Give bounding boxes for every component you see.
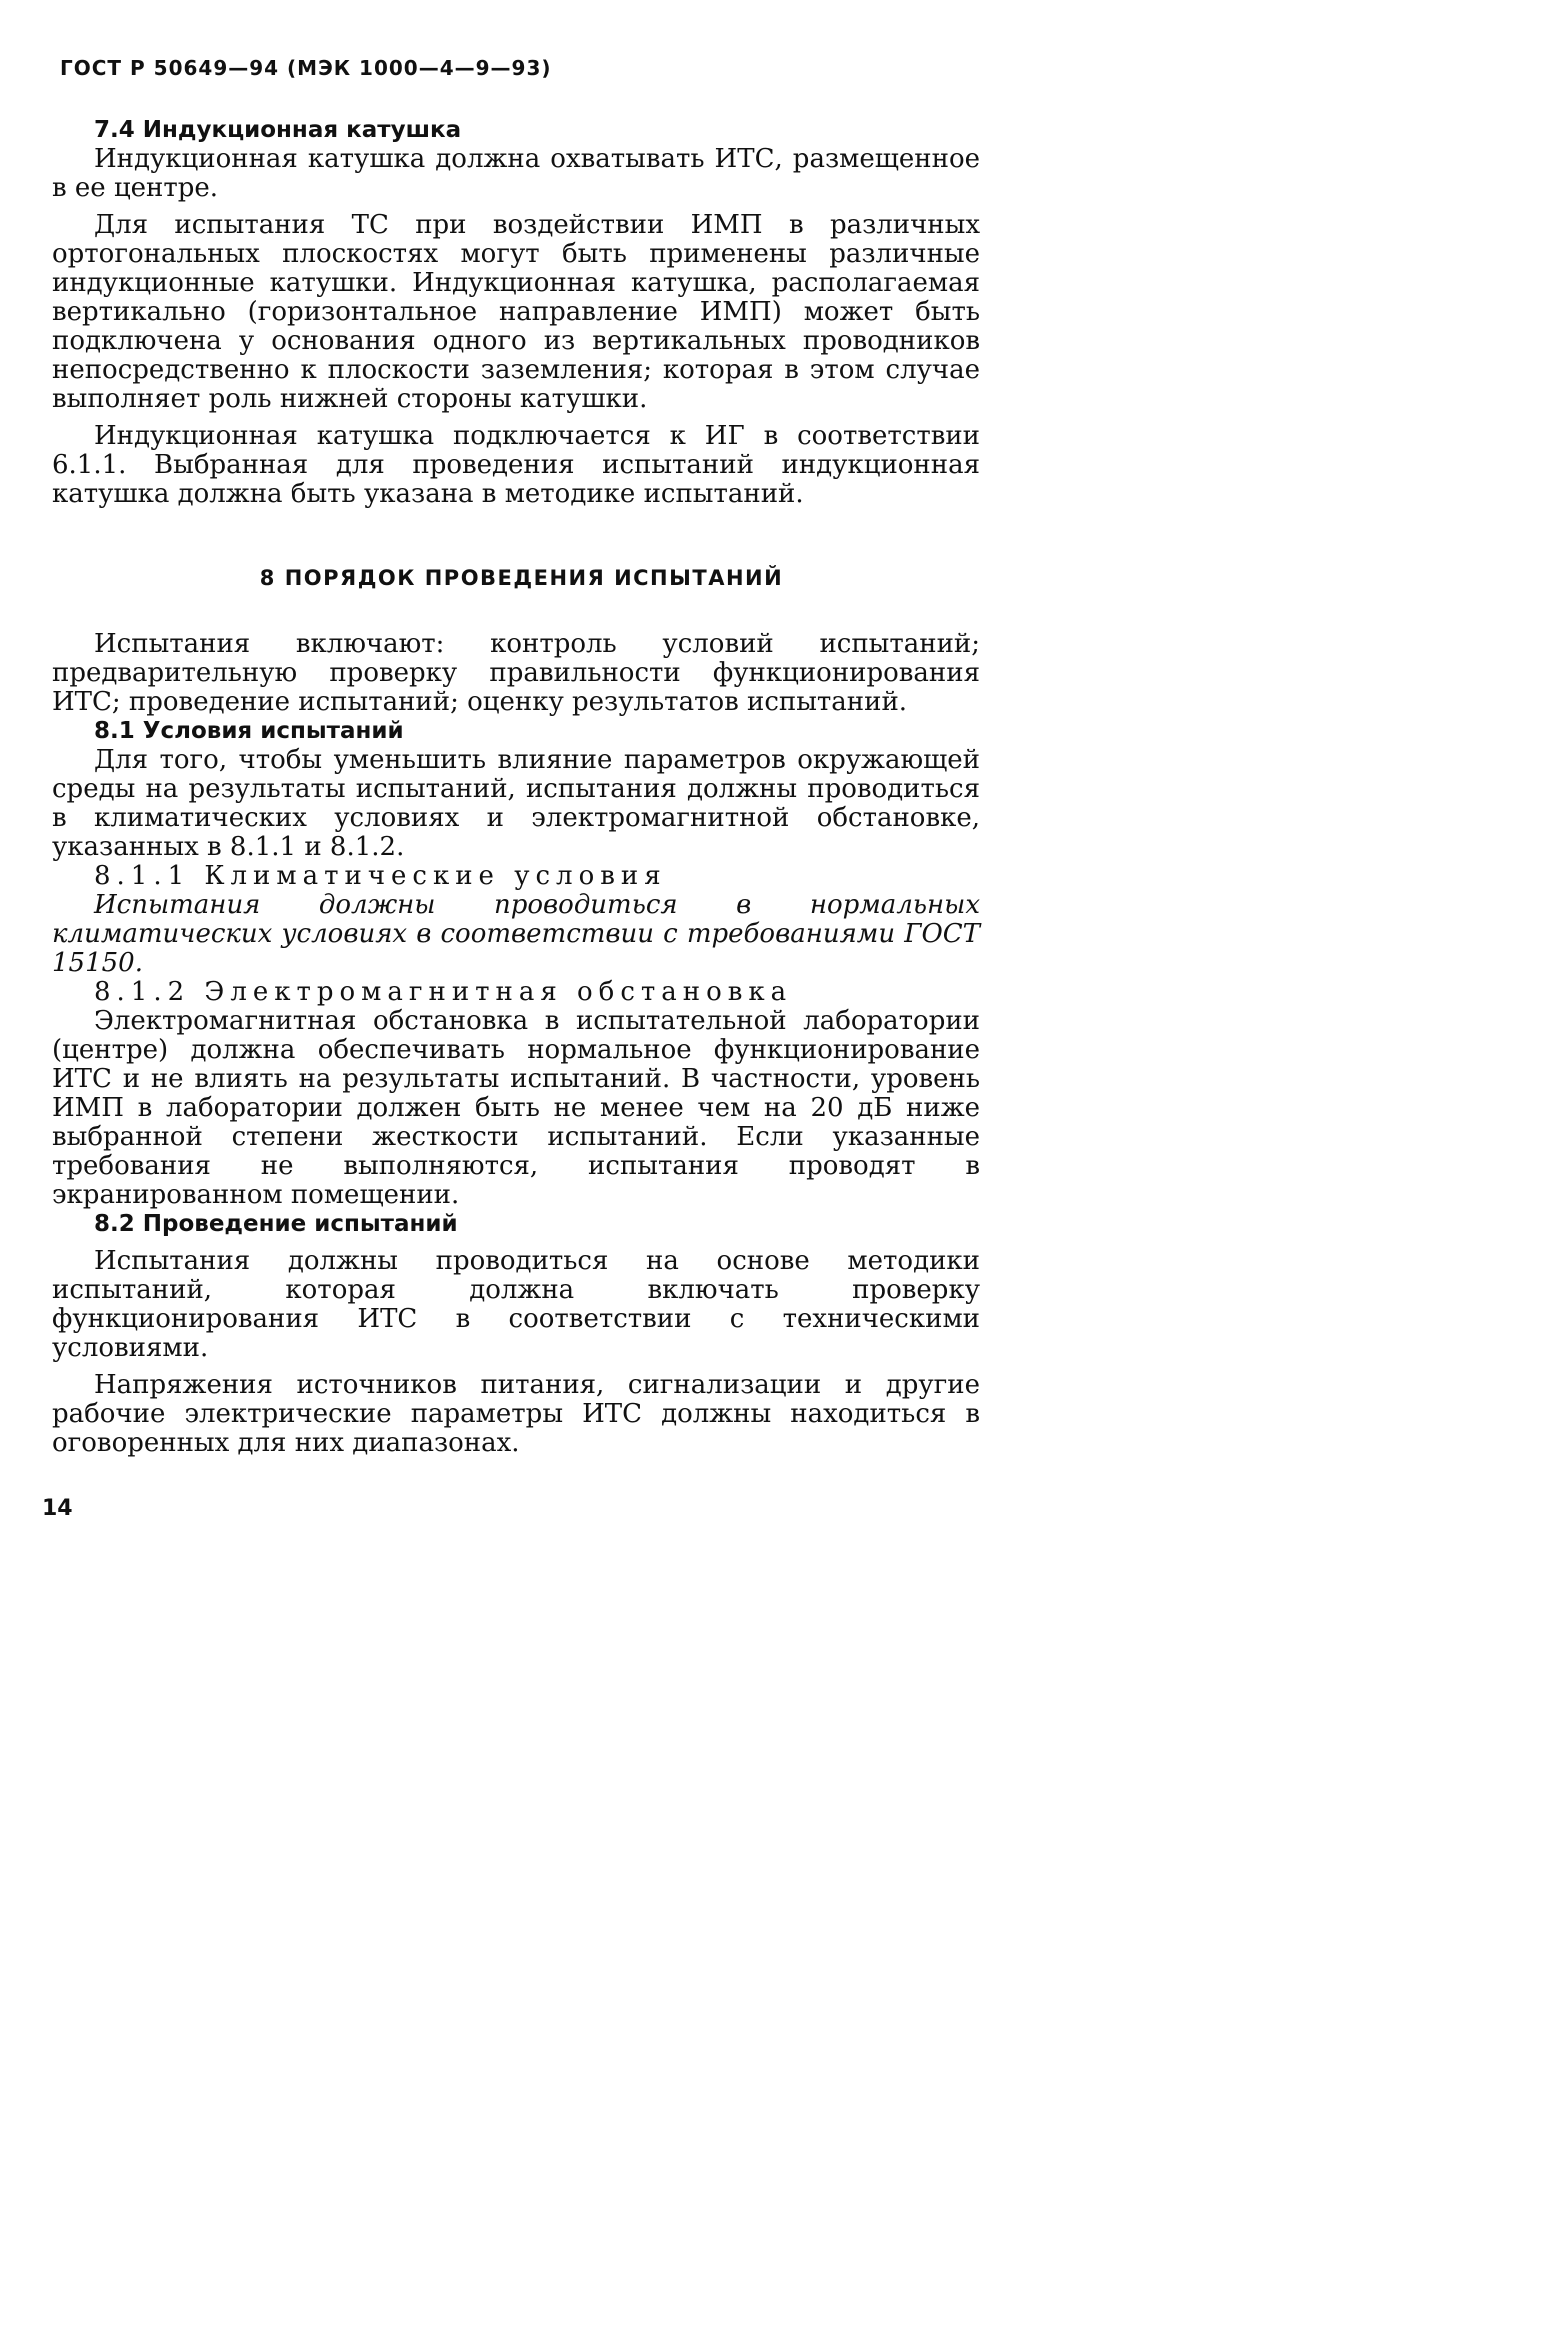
page-number: 14 (42, 1496, 73, 1521)
section-8 (52, 630, 980, 1458)
section-8-intro: Испытания включают: контроль условий испытаний; предварительную проверку правильности функционирования ИТС; проведение испытаний; оценку результатов испытаний. (52, 629, 980, 717)
section-7-4-heading: 7.4 Индукционная катушка (94, 117, 462, 143)
section-7-4-paragraph-2: Для испытания ТС при воздействии ИМП в различных ортогональных плоскостях могут быть применены различные индукционные катушки. Индукционная катушка, располагаемая вертикально (горизонтальное направление ИМП) может быть подключена у основания одного из вертикальных проводников непосредственно к плоскости заземления; которая в этом случае выполняет роль нижней стороны катушки. (52, 210, 980, 414)
section-7-4-paragraph-3: Индукционная катушка подключается к ИГ в соответствии 6.1.1. Выбранная для проведения испытаний индукционная катушка должна быть указана в методике испытаний. (52, 421, 980, 509)
section-8-2-paragraph-1: Испытания должны проводиться на основе методики испытаний, которая должна включать проверку функционирования ИТС в соответствии с техническими условиями. (52, 1246, 980, 1363)
section-7-4 (52, 116, 980, 509)
section-8-1-2-heading: 8.1.2 Электромагнитная обстановка (94, 977, 793, 1007)
section-8-1-heading: 8.1 Условия испытаний (94, 718, 404, 744)
section-7-4-paragraph-1: Индукционная катушка должна охватывать ИТС, размещенное в ее центре. (52, 144, 980, 203)
section-8-1-2-text: Электромагнитная обстановка в испытательной лаборатории (центре) должна обеспечивать нормальное функционирование ИТС и не влиять на результаты испытаний. В частности, уровень ИМП в лаборатории должен быть не менее чем на 20 дБ ниже выбранной степени жесткости испытаний. Если указанные требования не выполняются, испытания проводят в экранированном помещении. (52, 1006, 980, 1210)
section-8-1-1-text: Испытания должны проводиться в нормальных климатических условиях в соответствии с требованиями ГОСТ 15150. (52, 890, 980, 978)
section-8-title: 8 ПОРЯДОК ПРОВЕДЕНИЯ ИСПЫТАНИЙ (259, 566, 784, 590)
section-8-1-1-heading: 8.1.1 Климатические условия (94, 861, 667, 891)
document-header: ГОСТ Р 50649—94 (МЭК 1000—4—9—93) (60, 56, 552, 80)
section-8-1-text: Для того, чтобы уменьшить влияние параметров окружающей среды на результаты испытаний, испытания должны проводиться в климатических условиях и электромагнитной обстановке, указанных в 8.1.1 и 8.1.2. (52, 745, 980, 862)
section-8-2-paragraph-2: Напряжения источников питания, сигнализации и другие рабочие электрические параметры ИТС должны находиться в оговоренных для них диапазонах. (52, 1370, 980, 1458)
section-8-2-heading: 8.2 Проведение испытаний (94, 1211, 458, 1237)
document-page (0, 0, 1043, 1568)
